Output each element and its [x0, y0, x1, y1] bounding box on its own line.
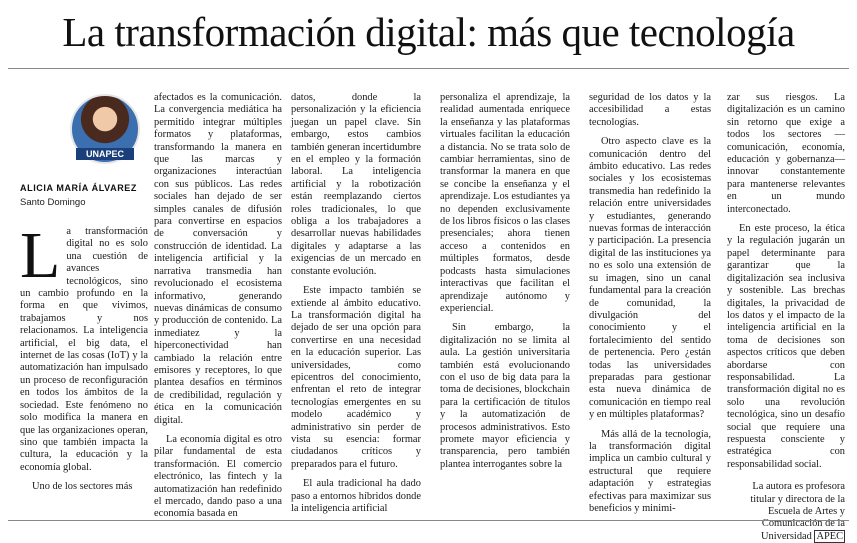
article-paragraph [20, 219, 148, 474]
article-paragraph: seguridad de los datos y la accesibilidad a estas tecnologías. [589, 92, 711, 128]
article-paragraph: zar sus riesgos. La digitalización es un camino sin retorno que exige a todos los sectores —comunicación, economía, educación y gobernanza— innovar constantemente para mantenerse relevantes en un mundo interconectado. [727, 92, 845, 215]
article-paragraph: Otro aspecto clave es la comunicación dentro del ámbito educativo. Las redes sociales y los ecosistemas transmedia han redefinido la relación entre universidades y estudiantes, generando nuevas formas de interacción y participación. La presencia digital de las instituciones ya no es solo una extensión de su imagen, sino un canal fundamental para la creación de comunidad, la divulgación del conocimiento y el fortalecimiento del sentido de pertenencia. Pero ¿están todas las universidades preparadas para gestionar esta nueva dinámica de comunicación en tiempo real y en múltiples plataformas? [589, 136, 711, 421]
article-column-1 [20, 219, 148, 494]
article-paragraph: La economía digital es otro pilar fundamental de esta transformación. El comercio electrónico, las fintech y la automatización han redefinido el mercado, dando paso a una economía basada en [154, 433, 282, 520]
article-paragraph: Este impacto también se extiende al ámbito educativo. La transformación digital ha dejado de ser una opción para convertirse en una necesidad en la educación superior. Las universidades, como epicentros del conocimiento, enfrentan el reto de integrar tecnologías emergentes en su modelo académico y administrativo sin perder de vista su esencia: formar ciudadanos críticos y preparados para el futuro. [291, 285, 421, 470]
article-paragraph: Sin embargo, la digitalización no se limita al aula. La gestión universitaria también está evolucionando con el uso de big data para la toma de decisiones, blockchain para la certificación de títulos y la automatización de procesos administrativos. Esto promete mayor eficiencia y transparencia, pero también plantea interrogantes sobre la [440, 322, 570, 470]
top-rule [8, 68, 849, 69]
author-name: ALICIA MARÍA ÁLVAREZ [20, 183, 137, 193]
author-place: Santo Domingo [20, 197, 86, 208]
institution-name: APEC [816, 530, 843, 542]
article-column-4 [440, 92, 570, 471]
article-paragraph: Más allá de la tecnología, la transformación digital implica un cambio cultural y estructural que requiere adaptación y estrategias efectivas para maximizar sus beneficios y minimi- [589, 428, 711, 514]
article-column-5 [589, 92, 711, 515]
article-paragraph: Uno de los sectores más [32, 481, 133, 493]
article-paragraph: En este proceso, la ética y la regulación jugarán un papel determinante para garantizar que la digitalización sea inclusiva y sostenible. Las brechas digitales, la privacidad de los datos y el impacto de la inteligencia artificial en la toma de decisiones son aspectos críticos que deben abordarse con responsabilidad. La transformación digital no es solo una revolución tecnológica, sino un desafío social que requiere una respuesta consciente y estratégica con responsabilidad social. [727, 223, 845, 470]
author-signature [727, 481, 845, 543]
drop-cap: L [20, 219, 61, 292]
article-paragraph: datos, donde la personalización y la eficiencia juegan un papel clave. Sin embargo, estos cambios también generan incertidumbre en el empleo y la formación laboral. La inteligencia artificial y la robotización están reemplazando ciertos roles tradicionales, lo que obliga a los trabajadores a desarrollar nuevas habilidades digitales y adaptarse a las exigencias de un mercado en constante evolución. [291, 92, 421, 277]
article-column-6 [727, 92, 845, 543]
bottom-rule [8, 520, 849, 521]
article-paragraph: personaliza el aprendizaje, la realidad aumentada enriquece la enseñanza y las plataformas virtuales facilitan la educación a distancia. No se trata solo de cambiar herramientas, sino de transformar la manera en que se concibe la enseñanza y el aprendizaje. Los estudiantes ya no dependen exclusivamente de los libros físicos o las clases presenciales; ahora tienen acceso a contenidos en múltiples formatos, desde podcasts hasta simulaciones interactivas que facilitan el aprendizaje autónomo y experiencial. [440, 92, 570, 314]
unapec-logo: UNAPEC [76, 148, 134, 160]
paragraph-text: a transformación digital no es solo una cuestión de avances tecnológicos, sino un cambio profundo en la forma en que vivimos, trabajamos y nos relacionamos. La inteligencia artificial, el big data, el internet de las cosas (IoT) y la automatización han impulsado un proceso de reconfiguración en todos los ámbitos de la sociedad. Este fenómeno no solo modifica la manera en que las organizaciones operan, sino que también impacta la cultura, la educación y la economía global. [20, 226, 148, 473]
signature-text: La autora es profesora titular y directora de la Escuela de Artes y Comunicación de la Universidad [750, 481, 845, 542]
article-paragraph: afectados es la comunicación. La convergencia mediática ha permitido integrar múltiples formatos y plataformas, transformando la manera en que las marcas y organizaciones interactúan con sus públicos. Las redes sociales han dejado de ser simples canales de difusión para convertirse en espacios de conversación y construcción de identidad. La inteligencia artificial y la narrativa transmedia han revolucionado el ecosistema informativo, generando nuevas dinámicas de consumo y producción de contenido. La inmediatez y la hiperconectividad han cambiado la relación entre emisores y receptores, lo que plantea desafíos en términos de credibilidad, regulación y ética en la comunicación digital. [154, 92, 282, 426]
article-column-2 [154, 92, 282, 521]
article-paragraph: El aula tradicional ha dado paso a entornos híbridos donde la inteligencia artificial [291, 478, 421, 514]
headline: La transformación digital: más que tecnología [62, 9, 795, 55]
article-column-3 [291, 92, 421, 515]
